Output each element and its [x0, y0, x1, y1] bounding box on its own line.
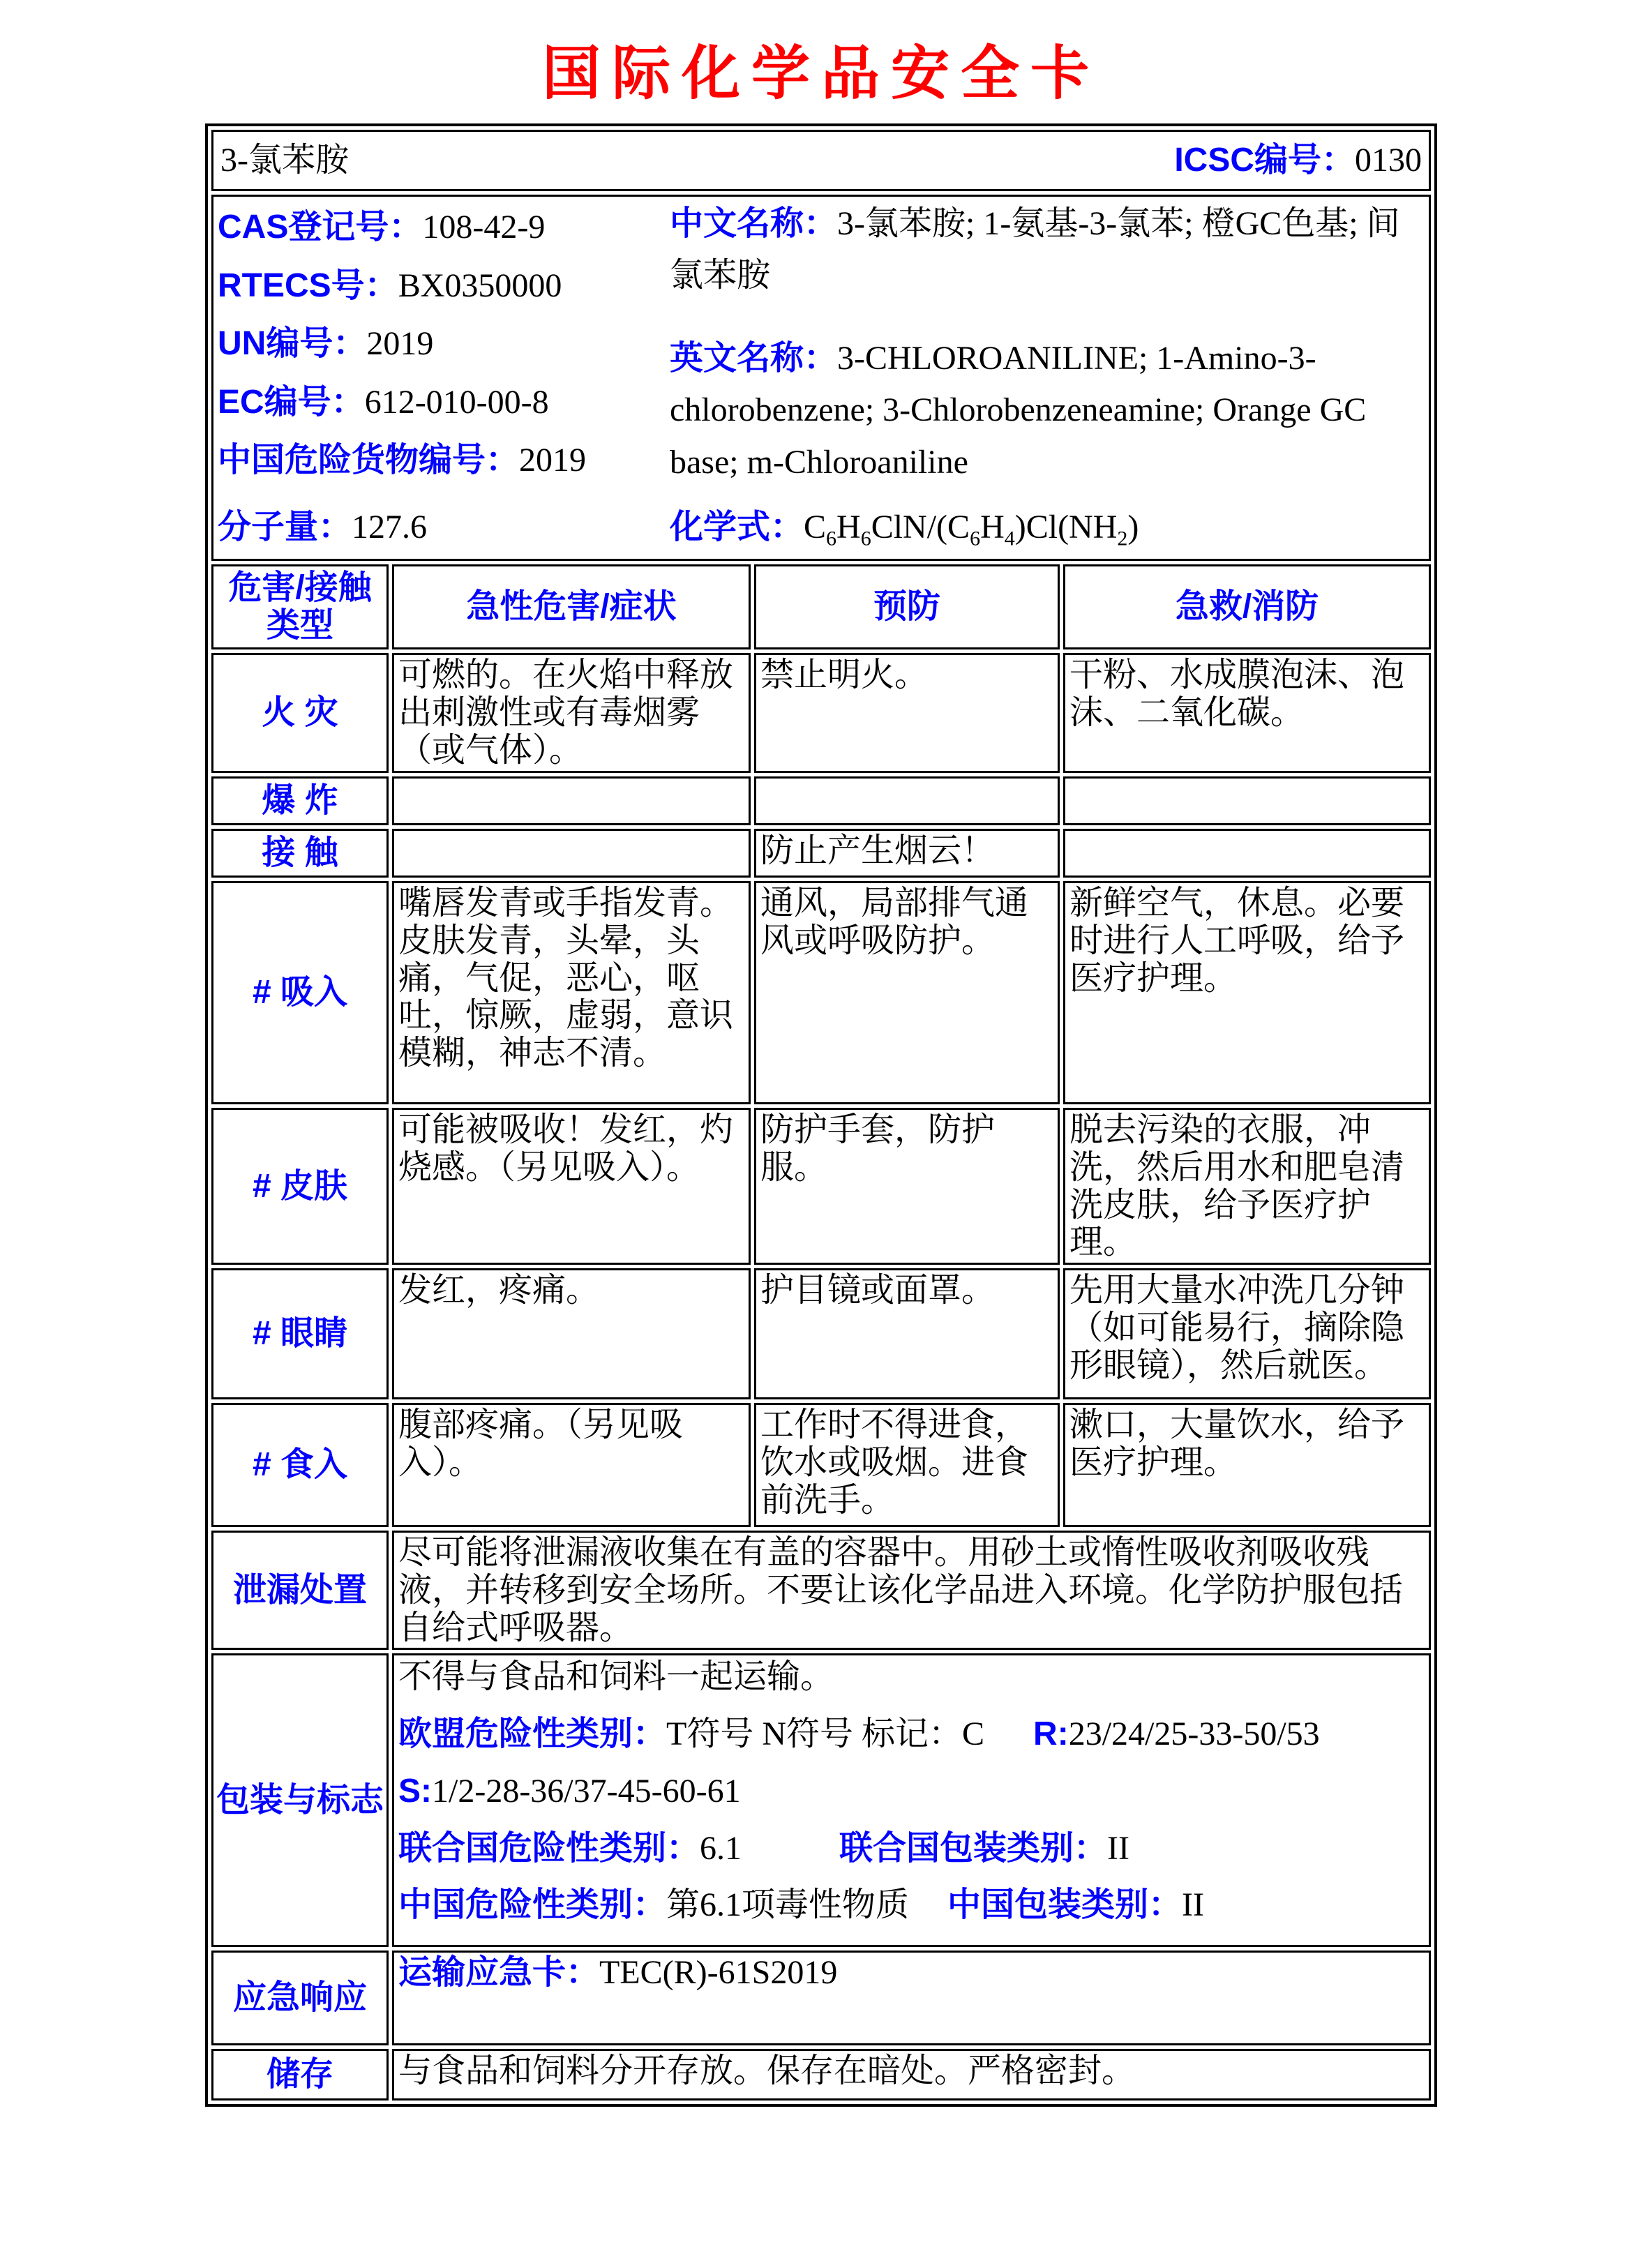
english-name-label: 英文名称： [670, 339, 838, 377]
eyes-prevention: 护目镜或面罩。 [754, 1268, 1060, 1399]
ec-label: EC编号： [218, 383, 365, 421]
icsc-number-value: 0130 [1355, 142, 1422, 179]
un-hazard-class-value: 6.1 [700, 1829, 742, 1867]
s-phrases-line [398, 1773, 1425, 1810]
row-label-emergency-response: 应急响应 [211, 1951, 389, 2045]
inhalation-prevention: 通风，局部排气通风或呼吸防护。 [754, 881, 1060, 1104]
skin-symptoms: 可能被吸收！发红，灼烧感。（另见吸入）。 [392, 1108, 751, 1265]
explosion-response [1063, 776, 1431, 825]
contact-symptoms [392, 829, 751, 878]
un-pack-group-label: 联合国包装类别： [839, 1829, 1108, 1867]
contact-row [211, 829, 1431, 878]
row-label-skin: # 皮肤 [211, 1108, 389, 1265]
cn-hazard-class-value: 第6.1项毒性物质 [666, 1886, 910, 1924]
storage-row [211, 2049, 1431, 2101]
skin-row [211, 1108, 1431, 1265]
transport-emergency-card-value: TEC(R)-61S2019 [599, 1954, 838, 1991]
row-label-storage: 储存 [211, 2049, 389, 2101]
skin-response: 脱去污染的衣服，冲洗，然后用水和肥皂清洗皮肤，给予医疗护理。 [1063, 1108, 1431, 1265]
packaging-labeling-cell [392, 1653, 1431, 1947]
rtecs-number-line [218, 257, 670, 315]
row-label-packaging: 包装与标志 [211, 1653, 389, 1947]
cn-pack-group-value: II [1182, 1886, 1205, 1924]
row-label-contact: 接 触 [211, 829, 389, 878]
fire-prevention: 禁止明火。 [754, 653, 1060, 773]
inhalation-symptoms: 嘴唇发青或手指发青。皮肤发青，头晕，头痛，气促，恶心，呕吐，惊厥，虚弱，意识模糊，神志不清。 [392, 881, 751, 1104]
molecular-weight-line [218, 509, 670, 550]
china-dg-value: 2019 [519, 442, 587, 479]
ingestion-symptoms: 腹部疼痛。（另见吸入）。 [392, 1403, 751, 1527]
ec-number-line [218, 373, 670, 432]
chemical-formula-label: 化学式： [670, 508, 804, 546]
ingestion-row [211, 1403, 1431, 1527]
cn-pack-group-label: 中国包装类别： [947, 1886, 1182, 1924]
cas-value: 108-42-9 [422, 209, 546, 246]
spill-disposal-row [211, 1531, 1431, 1650]
s-phrases-value: 1/2-28-36/37-45-60-61 [432, 1772, 741, 1810]
rtecs-label: RTECS号： [218, 266, 398, 304]
fire-response: 干粉、水成膜泡沫、泡沫、二氧化碳。 [1063, 653, 1431, 773]
emergency-response-cell [392, 1951, 1431, 2045]
spill-disposal-text: 尽可能将泄漏液收集在有盖的容器中。用砂土或惰性吸收剂吸收残液，并转移到安全场所。不要让该化学品进入环境。化学防护服包括自给式呼吸器。 [392, 1531, 1431, 1650]
inhalation-row [211, 881, 1431, 1104]
chinese-name-value: 3-氯苯胺; 1-氨基-3-氯苯; 橙GC色基; 间氯苯胺 [670, 205, 1400, 294]
contact-prevention: 防止产生烟云！ [754, 829, 1060, 878]
ec-value: 612-010-00-8 [364, 383, 549, 421]
transport-emergency-card-label: 运输应急卡： [398, 1954, 600, 1991]
molecular-weight-label: 分子量： [218, 508, 352, 546]
explosion-symptoms [392, 776, 751, 825]
explosion-prevention [754, 776, 1060, 825]
chemical-names [670, 198, 1425, 490]
chemical-formula-line [670, 509, 1139, 550]
identifiers-cell [211, 195, 1431, 561]
fire-row [211, 653, 1431, 773]
chemical-header-row [211, 130, 1431, 191]
storage-text: 与食品和饲料分开存放。保存在暗处。严格密封。 [392, 2049, 1431, 2101]
registry-id-list [218, 198, 670, 490]
row-label-spill-disposal: 泄漏处置 [211, 1531, 389, 1650]
un-label: UN编号： [218, 325, 367, 363]
chemical-formula-value: $C_6H_6ClN/(C_6H_4)Cl(NH_2)$ [804, 508, 1139, 550]
cn-hazard-class-label: 中国危险性类别： [398, 1886, 667, 1924]
inhalation-response: 新鲜空气，休息。必要时进行人工呼吸，给予医疗护理。 [1063, 881, 1431, 1104]
fire-symptoms: 可燃的。在火焰中释放出刺激性或有毒烟雾（或气体）。 [392, 653, 751, 773]
cas-label: CAS登记号： [218, 209, 423, 246]
chinese-name-paragraph [670, 198, 1425, 302]
r-phrases-value: 23/24/25-33-50/53 [1068, 1715, 1320, 1752]
eyes-row [211, 1268, 1431, 1399]
row-label-eyes: # 眼睛 [211, 1268, 389, 1399]
ingestion-response: 漱口，大量饮水，给予医疗护理。 [1063, 1403, 1431, 1527]
contact-response [1063, 829, 1431, 878]
cn-class-line [398, 1886, 1425, 1924]
chemical-name: 3-氯苯胺 [220, 142, 349, 179]
eu-hazard-class-line [398, 1715, 1425, 1753]
header-hazard-type: 危害/接触类型 [211, 564, 389, 649]
row-label-explosion: 爆 炸 [211, 776, 389, 825]
icsc-document-page [0, 27, 1652, 2247]
identifiers-row [211, 195, 1431, 561]
un-hazard-class-label: 联合国危险性类别： [398, 1829, 700, 1867]
un-number-line [218, 315, 670, 373]
english-name-paragraph [670, 333, 1425, 488]
icsc-number-group [1174, 142, 1422, 179]
r-phrases-label: R: [1033, 1715, 1069, 1752]
ingestion-prevention: 工作时不得进食，饮水或吸烟。进食前洗手。 [754, 1403, 1060, 1527]
eu-hazard-class-value: T符号 N符号 标记：C [666, 1715, 985, 1752]
icsc-number-label: ICSC编号： [1174, 142, 1355, 179]
molecular-weight-value: 127.6 [352, 508, 428, 546]
un-class-line [398, 1830, 1425, 1868]
explosion-row [211, 776, 1431, 825]
un-value: 2019 [366, 325, 434, 363]
packaging-transport-note: 不得与食品和饲料一起运输。 [398, 1658, 834, 1696]
rtecs-value: BX0350000 [398, 266, 562, 304]
china-dg-number-line [218, 431, 670, 490]
packaging-labeling-row [211, 1653, 1431, 1947]
chinese-name-label: 中文名称： [670, 205, 838, 242]
cas-number-line [218, 198, 670, 257]
un-pack-group-value: II [1107, 1829, 1129, 1867]
page-title: 国际化学品安全卡 [541, 42, 1100, 107]
eyes-symptoms: 发红，疼痛。 [392, 1268, 751, 1399]
s-phrases-label: S: [398, 1772, 432, 1810]
chemical-header-cell [211, 130, 1431, 191]
header-firstaid-fire: 急救/消防 [1063, 564, 1431, 649]
china-dg-label: 中国危险货物编号： [218, 442, 520, 479]
emergency-response-row [211, 1951, 1431, 2045]
eyes-response: 先用大量水冲洗几分钟（如可能易行，摘除隐形眼镜），然后就医。 [1063, 1268, 1431, 1399]
header-acute-symptoms: 急性危害/症状 [392, 564, 751, 649]
skin-prevention: 防护手套，防护服。 [754, 1108, 1060, 1265]
row-label-ingestion: # 食入 [211, 1403, 389, 1527]
row-label-fire: 火 灾 [211, 653, 389, 773]
icsc-card-table [205, 123, 1437, 2107]
row-label-inhalation: # 吸入 [211, 881, 389, 1104]
eu-hazard-class-label: 欧盟危险性类别： [398, 1715, 667, 1752]
header-prevention: 预防 [754, 564, 1060, 649]
hazard-header-row [211, 564, 1431, 649]
english-name-value: 3-CHLOROANILINE; 1-Amino-3-chlorobenzene; 3-Chlorobenzeneamine; Orange GC base; m-Chloroaniline [670, 339, 1367, 481]
